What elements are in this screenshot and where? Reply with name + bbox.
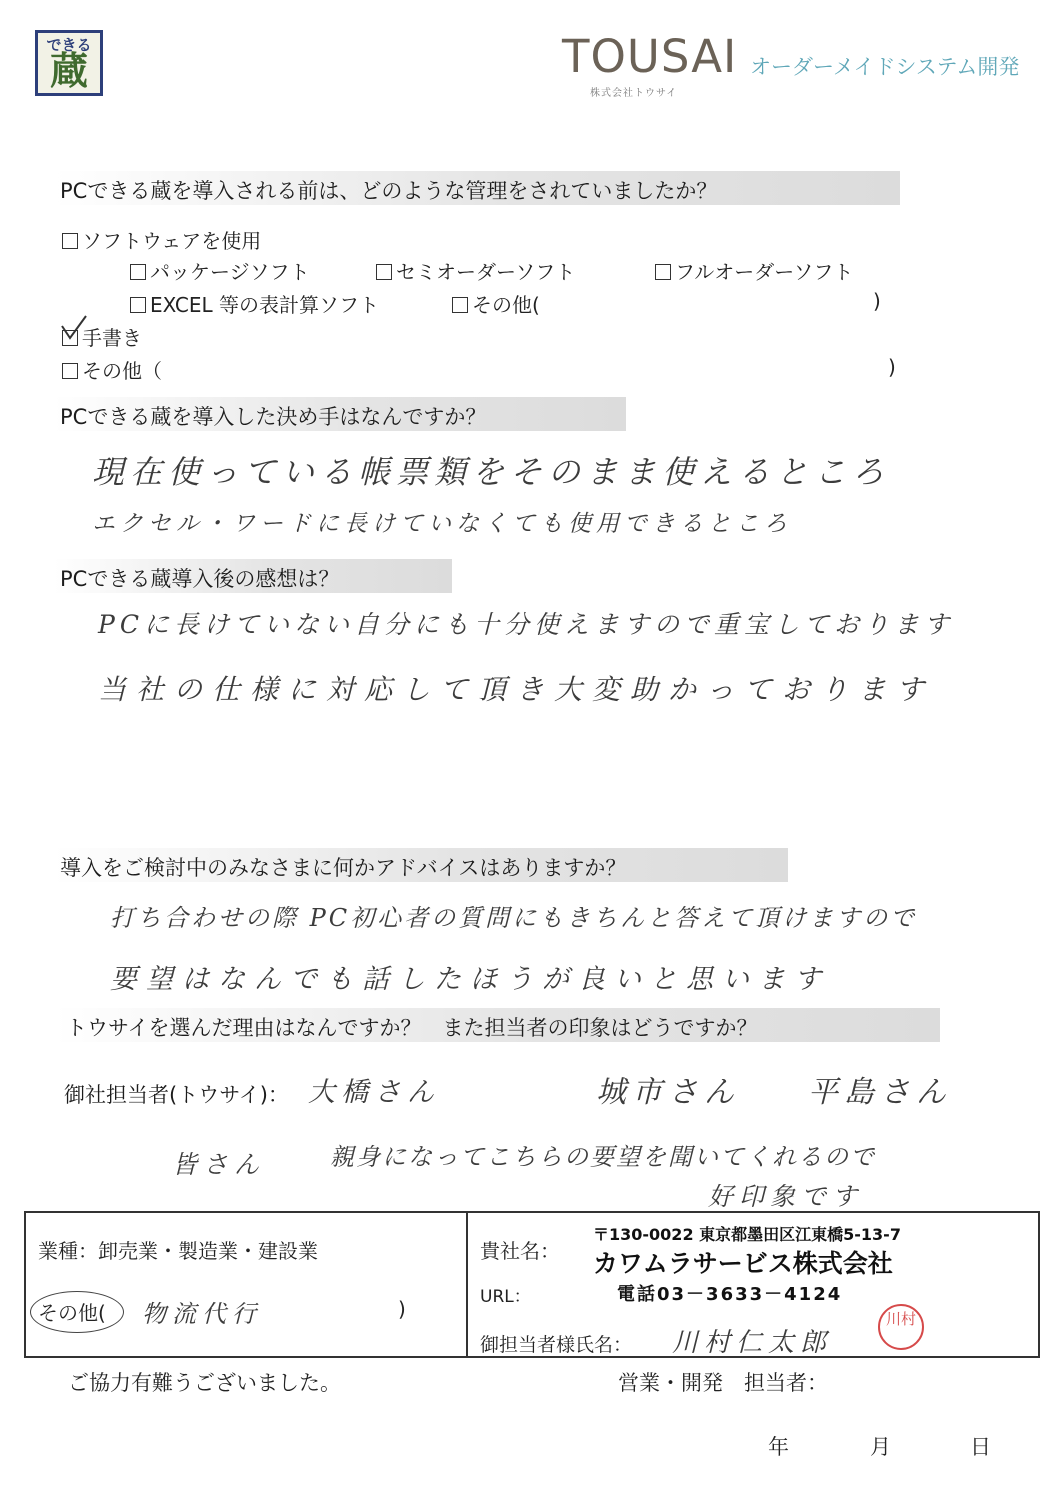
question-4-title: 導入をご検討中のみなさまに何かアドバイスはありますか？ (60, 856, 627, 880)
option-other[interactable]: その他（ (62, 355, 162, 384)
check-mark-handwritten (62, 316, 86, 338)
industry-other-close: ) (398, 1297, 406, 1321)
answer-2-line-1: 現在使っている帳票類をそのまま使えるところ (92, 453, 891, 491)
checkbox-full-order[interactable] (655, 264, 671, 280)
other-close: ) (888, 355, 896, 379)
answer-5-end: 好印象です (708, 1182, 864, 1211)
personal-seal: 川村 (878, 1304, 924, 1350)
rep-name-1: 大橋さん (308, 1077, 440, 1108)
checkbox-software[interactable] (62, 233, 78, 249)
option-package[interactable]: パッケージソフト (130, 256, 310, 285)
logo-main-text: 蔵 (49, 49, 88, 93)
company-label: 貴社名： (480, 1239, 560, 1263)
brand-name: TOUSAI (562, 30, 738, 83)
check-marks (60, 286, 120, 356)
answer-5-start: 皆さん (172, 1150, 266, 1179)
brand-tagline: オーダーメイドシステム開発 (750, 55, 1020, 79)
company-phone: 電話03－3633－4124 (617, 1284, 843, 1305)
date-day: 日 (970, 1435, 991, 1459)
answer-3-line-2: 当社の仕様に対応して頂き大変助かっております (98, 673, 935, 706)
staff-label: 営業・開発 担当者： (618, 1371, 828, 1395)
other-software-close: ) (873, 289, 881, 313)
logo-top-text: できる (46, 36, 92, 54)
option-semi-order[interactable]: セミオーダーソフト (376, 256, 575, 285)
answer-4-line-2: 要望はなんでも話したほうが良いと思います (110, 964, 830, 995)
industry-other-value: 物流代行 (142, 1300, 262, 1328)
answer-2-line-2: エクセル・ワードに長けていなくても使用できるところ (92, 511, 792, 537)
option-full-order[interactable]: フルオーダーソフト (655, 256, 853, 285)
url-label: URL： (480, 1287, 531, 1307)
answer-4-line-1: 打ち合わせの際 PC初心者の質問にもきちんと答えて頂けますので (110, 904, 918, 932)
company-address: 〒130-0022 東京都墨田区江東橋5-13-7 (593, 1225, 901, 1244)
thanks-text: ご協力有難うございました。 (68, 1371, 341, 1395)
industry-other-label: その他( (38, 1301, 106, 1325)
checkbox-semi-order[interactable] (376, 264, 392, 280)
option-software[interactable]: ソフトウェアを使用 (62, 225, 261, 254)
rep-name-3: 平島さん (808, 1075, 952, 1110)
option-handwritten[interactable]: 手書き (62, 322, 142, 351)
checkbox-other[interactable] (62, 363, 78, 379)
rep-name-2: 城市さん (596, 1075, 740, 1110)
question-2-title: PCできる蔵を導入した決め手はなんですか？ (60, 405, 487, 429)
brand-company: 株式会社トウサイ (590, 88, 678, 99)
checkbox-excel[interactable] (130, 297, 146, 313)
table-divider (466, 1211, 468, 1358)
person-label: 御担当者様氏名： (480, 1334, 633, 1356)
question-1-title: PCできる蔵を導入される前は、どのような管理をされていましたか？ (60, 179, 718, 203)
person-name: 川村仁太郎 (672, 1328, 833, 1358)
checkbox-other-software[interactable] (452, 297, 468, 313)
option-other-software[interactable]: その他( (452, 289, 540, 318)
option-excel[interactable]: EXCEL 等の表計算ソフト (130, 289, 379, 318)
date-year: 年 (768, 1435, 789, 1459)
date-month: 月 (870, 1435, 891, 1459)
answer-3-line-1: PCに長けていない自分にも十分使えますので重宝しております (98, 610, 954, 639)
question-5-title: トウサイを選んだ理由はなんですか？ また担当者の印象はどうですか？ (66, 1016, 758, 1040)
industry-label: 業種：卸売業・製造業・建設業 (38, 1239, 318, 1263)
checkbox-package[interactable] (130, 264, 146, 280)
question-3-title: PCできる蔵導入後の感想は？ (60, 567, 340, 591)
answer-5-main: 親身になってこちらの要望を聞いてくれるので (330, 1143, 876, 1171)
company-name: カワムラサービス株式会社 (593, 1249, 893, 1278)
dekiru-kura-logo (35, 30, 103, 96)
rep-label: 御社担当者(トウサイ)： (64, 1083, 289, 1107)
